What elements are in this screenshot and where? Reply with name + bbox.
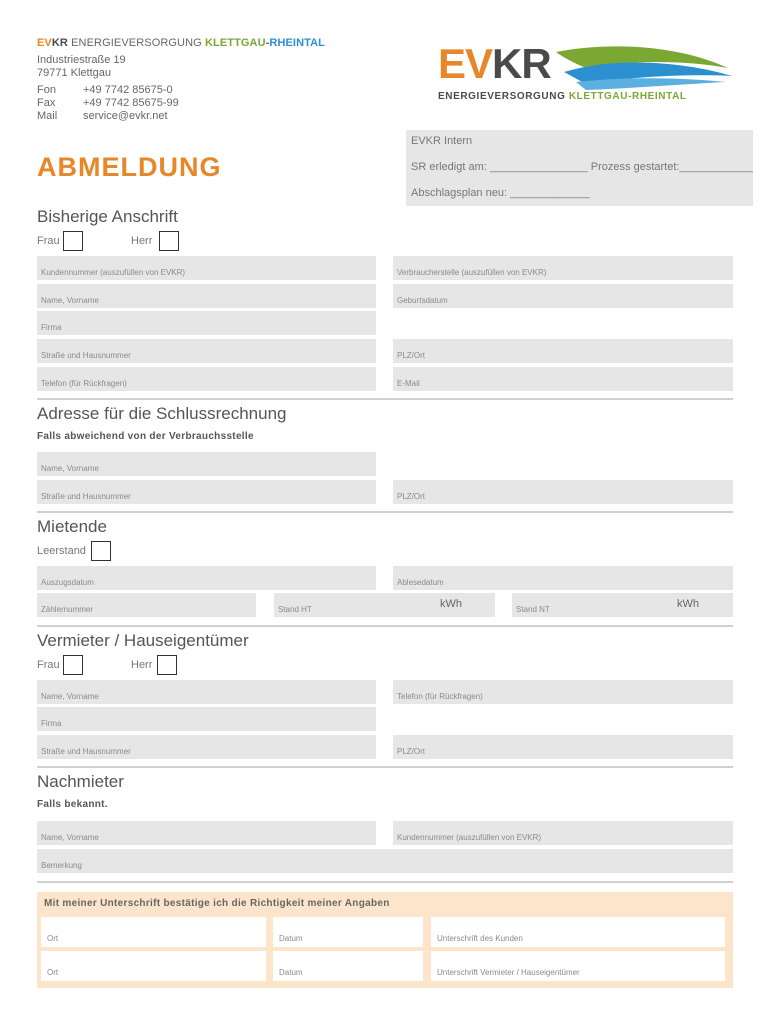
- kwh-unit: kWh: [440, 598, 462, 610]
- header-city: 79771 Klettgau: [37, 67, 112, 79]
- field-label: Unterschrift Vermieter / Hauseigentümer: [437, 968, 580, 977]
- herr-checkbox[interactable]: [157, 655, 177, 675]
- intern-sr: SR erledigt am: ________________ Prozess gestartet:____________: [411, 161, 753, 173]
- header-contact-mail: [37, 110, 168, 123]
- evkr-logo: [436, 38, 736, 108]
- logo-line1: ENERGIEVERSORGUNG: [438, 91, 569, 102]
- leerstand-label: Leerstand: [37, 545, 86, 557]
- firma-field[interactable]: [37, 311, 376, 335]
- section-title-mietende: Mietende: [37, 517, 107, 536]
- ort-field[interactable]: [41, 917, 266, 947]
- name-field[interactable]: [37, 284, 376, 308]
- leerstand-checkbox[interactable]: [91, 541, 111, 561]
- telefon-field[interactable]: [37, 367, 376, 391]
- field-label: Verbraucherstelle (auszufüllen von EVKR): [397, 268, 547, 277]
- logo-ev: EV: [438, 40, 493, 87]
- field-label: Kundennummer (auszufüllen von EVKR): [41, 268, 186, 277]
- field-label: Geburtsdatum: [397, 296, 448, 305]
- brand-dash: -: [265, 37, 270, 49]
- brand-kr: KR: [51, 37, 68, 49]
- divider: [37, 881, 733, 883]
- strasse-field[interactable]: [37, 339, 376, 363]
- field-label: Ort: [47, 968, 59, 977]
- contact-label: Fax: [37, 97, 56, 109]
- field-label: Telefon (für Rückfragen): [41, 379, 127, 388]
- field-label: Datum: [279, 968, 303, 977]
- field-label: Datum: [279, 934, 303, 943]
- field-label: Kundennummer (auszufüllen von EVKR): [397, 833, 542, 842]
- frau-label: Frau: [37, 659, 60, 671]
- field-label: Zählernummer: [41, 605, 94, 614]
- field-label: Ort: [47, 934, 59, 943]
- zaehlernummer-field[interactable]: [37, 593, 256, 617]
- intern-box: [406, 130, 753, 206]
- strasse-field[interactable]: [37, 735, 376, 759]
- contact-value: service@evkr.net: [83, 110, 168, 122]
- header-street: Industriestraße 19: [37, 54, 126, 66]
- unterschrift-kunde-field[interactable]: [431, 917, 725, 947]
- email-field[interactable]: [393, 367, 733, 391]
- field-label: E-Mail: [397, 379, 420, 388]
- contact-value: +49 7742 85675-99: [83, 97, 179, 109]
- logo-letters: [438, 42, 551, 86]
- field-label: Straße und Hausnummer: [41, 492, 131, 501]
- frau-checkbox[interactable]: [63, 655, 83, 675]
- divider: [37, 766, 733, 768]
- field-label: Name, Vorname: [41, 464, 99, 473]
- name-field[interactable]: [37, 680, 376, 704]
- field-label: Name, Vorname: [41, 296, 99, 305]
- plz-ort-field[interactable]: [393, 735, 733, 759]
- field-label: Firma: [41, 323, 62, 332]
- field-label: PLZ/Ort: [397, 351, 426, 360]
- contact-value: +49 7742 85675-0: [83, 84, 173, 96]
- field-label: Telefon (für Rückfragen): [397, 692, 483, 701]
- brand-rheintal: RHEINTAL: [269, 37, 325, 49]
- field-label: Straße und Hausnummer: [41, 351, 131, 360]
- field-label: Bemerkung: [41, 861, 82, 870]
- ablesedatum-field[interactable]: [393, 566, 733, 590]
- kundennummer-field[interactable]: [393, 821, 733, 845]
- plz-ort-field[interactable]: [393, 480, 733, 504]
- intern-heading: EVKR Intern: [411, 135, 473, 147]
- field-label: Firma: [41, 719, 62, 728]
- name-field[interactable]: [37, 821, 376, 845]
- field-label: Stand HT: [278, 605, 312, 614]
- kwh-unit: kWh: [677, 598, 699, 610]
- field-label: PLZ/Ort: [397, 747, 426, 756]
- header-contact-fax: [37, 97, 179, 110]
- divider: [37, 398, 733, 400]
- kundennummer-field[interactable]: [37, 256, 376, 280]
- logo-line2: KLETTGAU-RHEINTAL: [568, 91, 687, 102]
- divider: [37, 625, 733, 627]
- ort-field[interactable]: [41, 951, 266, 981]
- page-title: ABMELDUNG: [37, 152, 222, 182]
- field-label: Unterschrift des Kunden: [437, 934, 523, 943]
- stand-nt-field[interactable]: [512, 593, 733, 617]
- auszugsdatum-field[interactable]: [37, 566, 376, 590]
- frau-checkbox[interactable]: [63, 231, 83, 251]
- section-title-vermieter: Vermieter / Hauseigentümer: [37, 631, 249, 650]
- section-title-bisherige-anschrift: Bisherige Anschrift: [37, 207, 178, 226]
- brand-ev: EV: [37, 37, 52, 49]
- signature-box: [37, 892, 733, 988]
- contact-label: Mail: [37, 110, 58, 122]
- field-label: Straße und Hausnummer: [41, 747, 131, 756]
- divider: [37, 511, 733, 513]
- herr-checkbox[interactable]: [159, 231, 179, 251]
- header-brand: [37, 37, 325, 49]
- name-field[interactable]: [37, 452, 376, 476]
- field-label: Auszugsdatum: [41, 578, 94, 587]
- firma-field[interactable]: [37, 707, 376, 731]
- datum-field[interactable]: [273, 951, 423, 981]
- brand-klettgau: KLETTGAU: [204, 37, 266, 49]
- plz-ort-field[interactable]: [393, 339, 733, 363]
- field-label: Name, Vorname: [41, 692, 99, 701]
- header-contact-fon: [37, 84, 173, 97]
- geburtsdatum-field[interactable]: [393, 284, 733, 308]
- logo-tagline: [438, 91, 687, 102]
- field-label: Name, Vorname: [41, 833, 99, 842]
- unterschrift-vermieter-field[interactable]: [431, 951, 725, 981]
- field-label: PLZ/Ort: [397, 492, 426, 501]
- strasse-field[interactable]: [37, 480, 376, 504]
- signature-title: Mit meiner Unterschrift bestätige ich die Richtigkeit meiner Angaben: [44, 898, 390, 909]
- frau-label: Frau: [37, 235, 60, 247]
- telefon-field[interactable]: [393, 680, 733, 704]
- herr-label: Herr: [131, 659, 153, 671]
- field-label: Ablesedatum: [397, 578, 444, 587]
- section-subtitle: Falls bekannt.: [37, 799, 108, 810]
- field-label: Stand NT: [516, 605, 550, 614]
- section-title-nachmieter: Nachmieter: [37, 772, 124, 791]
- section-title-schlussrechnung: Adresse für die Schlussrechnung: [37, 404, 287, 423]
- contact-label: Fon: [37, 84, 56, 96]
- datum-field[interactable]: [273, 917, 423, 947]
- section-subtitle: Falls abweichend von der Verbrauchsstelle: [37, 431, 254, 442]
- intern-abschlag: Abschlagsplan neu: _____________: [411, 187, 590, 199]
- brand-text: ENERGIEVERSORGUNG: [71, 37, 205, 49]
- herr-label: Herr: [131, 235, 153, 247]
- verbraucherstelle-field[interactable]: [393, 256, 733, 280]
- bemerkung-field[interactable]: [37, 849, 733, 873]
- logo-kr: KR: [492, 40, 551, 87]
